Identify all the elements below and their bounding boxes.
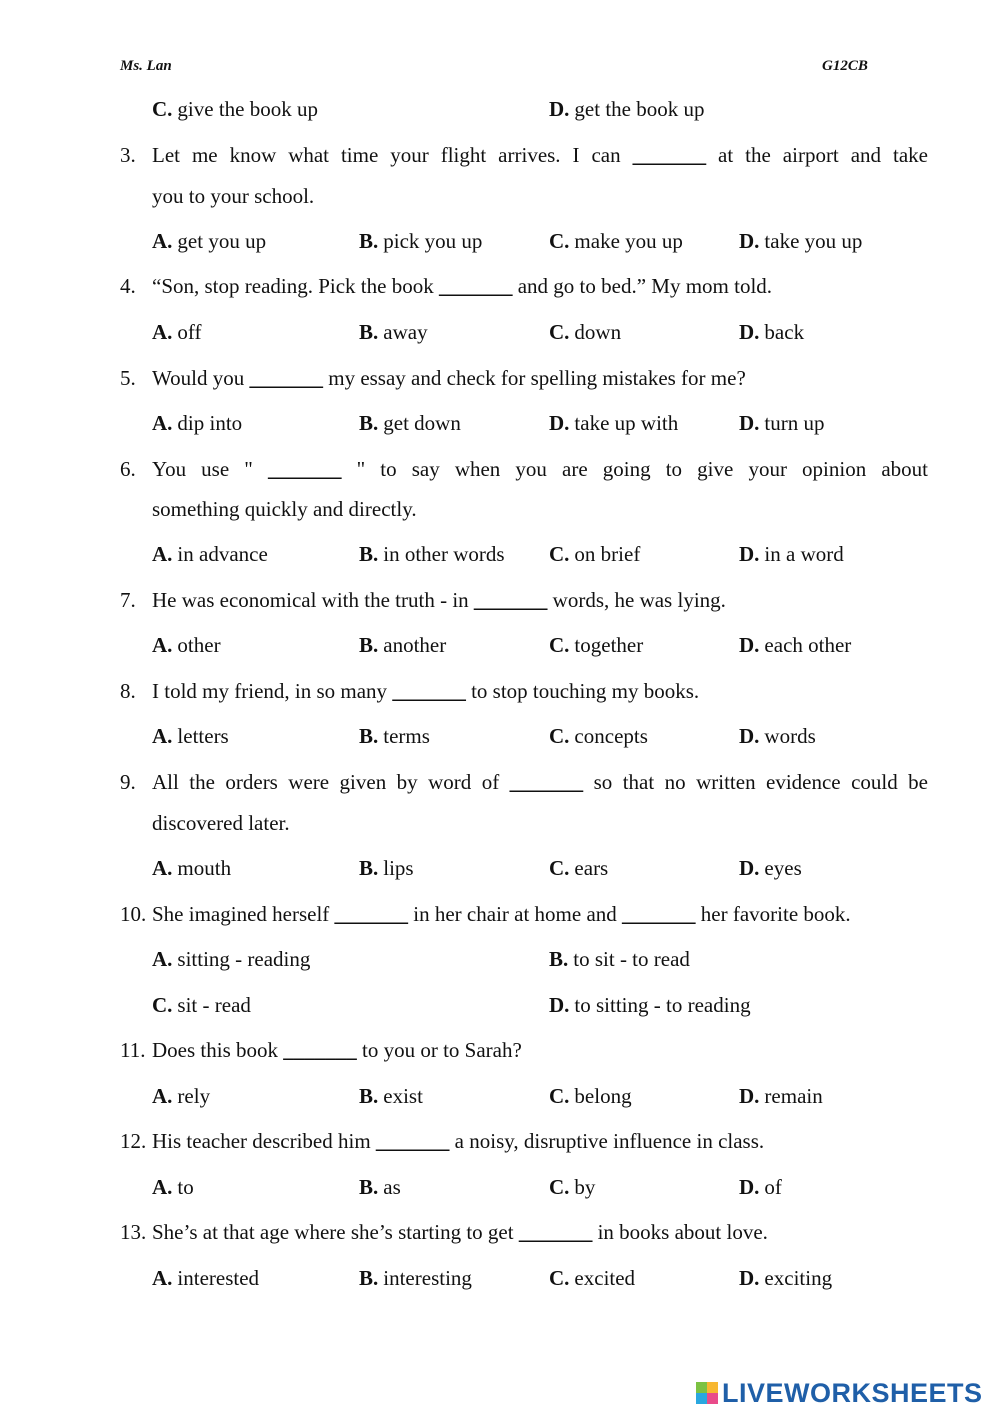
option-a[interactable]: A. get you up [152,229,267,253]
option-c[interactable]: C. together [549,633,644,657]
option-a[interactable]: A. letters [152,724,229,748]
question-stem: She’s at that age where she’s starting to get _______ in books about love. [152,1220,768,1244]
option-a[interactable]: A. off [152,320,202,344]
option-c[interactable]: C. down [549,320,622,344]
option-a[interactable]: A. dip into [152,411,243,435]
question-stem: She imagined herself _______ in her chair at home and _______ her favorite book. [152,902,851,926]
answer-blank[interactable]: _______ [249,366,323,390]
option-d[interactable]: D. exciting [739,1266,833,1290]
option-d[interactable]: D. take you up [739,229,863,253]
worksheet-page: Ms. Lan G12CB C. give the book up D. get the book up 3. Let me know what time your flight arrives. I can _______ at the airport and take you to your school. A. get you up B. pick you up C. make you up D. take you up 4. “Son, stop reading. Pick the book _______ and go to bed.” My mom told. A. off B. away C. down D. back 5. Would you _______ my essay and check for spelling mistakes for me? A. dip into B. get down D. take up with D. turn up 6. You use " _______ " to say when you are going to give your opinion about something quickly and directly. A. in advance B. in other words C. on brief D. in a word 7. He was economical with the truth - in _______ words, he was lying. A. other B. another C. together D. each other 8. I told my friend, in so many _______ to stop touching my books. A. letters B. terms C. concepts D. words 9. All the orders were given by word of _______ so that no written evidence could be discovered later. A. mouth B. lips C. ears D. eyes 10. She imagined herself _______ in her chair at home and _______ her favorite book. A. sitting - reading B. to sit - to read C. sit - read D. to sitting - to reading 11. Does this book _______ to you or to Sarah? A. rely B. exist C. belong D. remain 12. His teacher described him _______ a noisy, disruptive influence in class. A. to B. as C. by D. of 13. She’s at that age where she’s starting to get _______ in books about love. A. interested B. interesting C. excited D. exciting LIVEWORKSHEETS [120,58,983,1408]
option-d[interactable]: D. turn up [739,411,825,435]
option-c[interactable]: C. sit - read [152,993,251,1017]
option-a[interactable]: A. interested [152,1266,260,1290]
option-d[interactable]: D. remain [739,1084,823,1108]
option-d[interactable]: D. back [739,320,805,344]
answer-blank[interactable]: _______ [392,679,466,703]
question-stem: I told my friend, in so many _______ to stop touching my books. [152,679,700,703]
option-d[interactable]: D. get the book up [549,97,705,121]
option-b[interactable]: B. away [359,320,428,344]
option-b[interactable]: B. get down [359,411,461,435]
option-c[interactable]: C. on brief [549,542,641,566]
answer-blank[interactable]: _______ [438,274,513,298]
option-c[interactable]: C. ears [549,856,609,880]
question-stem: Let me know what time your flight arrives. I can _______ at the airport and take [152,143,928,167]
question-number: 6. [120,457,136,481]
question-stem: Would you _______ my essay and check for spelling mistakes for me? [152,366,746,390]
option-d[interactable]: D. words [739,724,816,748]
option-b[interactable]: B. as [359,1175,401,1199]
option-c[interactable]: C. give the book up [152,97,318,121]
header-teacher-name: Ms. Lan [120,58,172,74]
option-d[interactable]: D. of [739,1175,782,1199]
option-b[interactable]: B. lips [359,856,414,880]
option-c[interactable]: C. make you up [549,229,683,253]
option-d[interactable]: D. to sitting - to reading [549,993,751,1017]
option-a[interactable]: A. mouth [152,856,232,880]
question-stem: You use " _______ " to say when you are going to give your opinion about [152,457,928,481]
question-number: 13. [120,1220,147,1244]
question-number: 5. [120,366,136,390]
question-stem: All the orders were given by word of _______ so that no written evidence could be [152,770,928,794]
question-number: 8. [120,679,136,703]
question-stem: He was economical with the truth - in _______ words, he was lying. [152,588,726,612]
question-number: 7. [120,588,136,612]
option-b[interactable]: B. exist [359,1084,423,1108]
option-c[interactable]: C. concepts [549,724,648,748]
question-stem: Does this book _______ to you or to Sarah? [152,1038,522,1062]
question-stem: His teacher described him _______ a noisy, disruptive influence in class. [152,1129,765,1153]
answer-blank[interactable]: _______ [473,588,548,612]
answer-blank[interactable]: _______ [267,457,342,481]
option-d[interactable]: D. in a word [739,542,844,566]
question-number: 3. [120,143,136,167]
question-number: 11. [120,1038,146,1062]
answer-blank-1[interactable]: _______ [334,902,409,926]
option-d[interactable]: D. eyes [739,856,802,880]
option-c[interactable]: D. take up with [549,411,679,435]
option-b[interactable]: B. pick you up [359,229,483,253]
option-b[interactable]: B. interesting [359,1266,472,1290]
answer-blank[interactable]: _______ [509,770,584,794]
liveworksheets-watermark [696,1378,983,1408]
answer-blank[interactable]: _______ [518,1220,593,1244]
option-a[interactable]: A. other [152,633,221,657]
question-stem: “Son, stop reading. Pick the book _______ and go to bed.” My mom told. [152,274,773,298]
option-c[interactable]: C. excited [549,1266,636,1290]
option-a[interactable]: A. to [152,1175,194,1199]
option-d[interactable]: D. each other [739,633,852,657]
question-number: 10. [120,902,147,926]
option-b[interactable]: B. terms [359,724,430,748]
option-c[interactable]: C. by [549,1175,596,1199]
option-b[interactable]: B. to sit - to read [549,947,690,971]
question-number: 9. [120,770,136,794]
option-a[interactable]: A. in advance [152,542,268,566]
option-b[interactable]: B. another [359,633,447,657]
question-number: 12. [120,1129,147,1153]
answer-blank[interactable]: _______ [283,1038,357,1062]
answer-blank-2[interactable]: _______ [622,902,696,926]
option-a[interactable]: A. sitting - reading [152,947,311,971]
answer-blank[interactable]: _______ [632,143,707,167]
question-number: 4. [120,274,136,298]
option-a[interactable]: A. rely [152,1084,211,1108]
header-class-code: G12CB [822,58,868,74]
option-c[interactable]: C. belong [549,1084,632,1108]
answer-blank[interactable]: _______ [375,1129,450,1153]
liveworksheets-logo-text: LIVEWORKSHEETS [722,1377,983,1408]
option-b[interactable]: B. in other words [359,542,505,566]
liveworksheets-logo-icon [696,1382,718,1404]
